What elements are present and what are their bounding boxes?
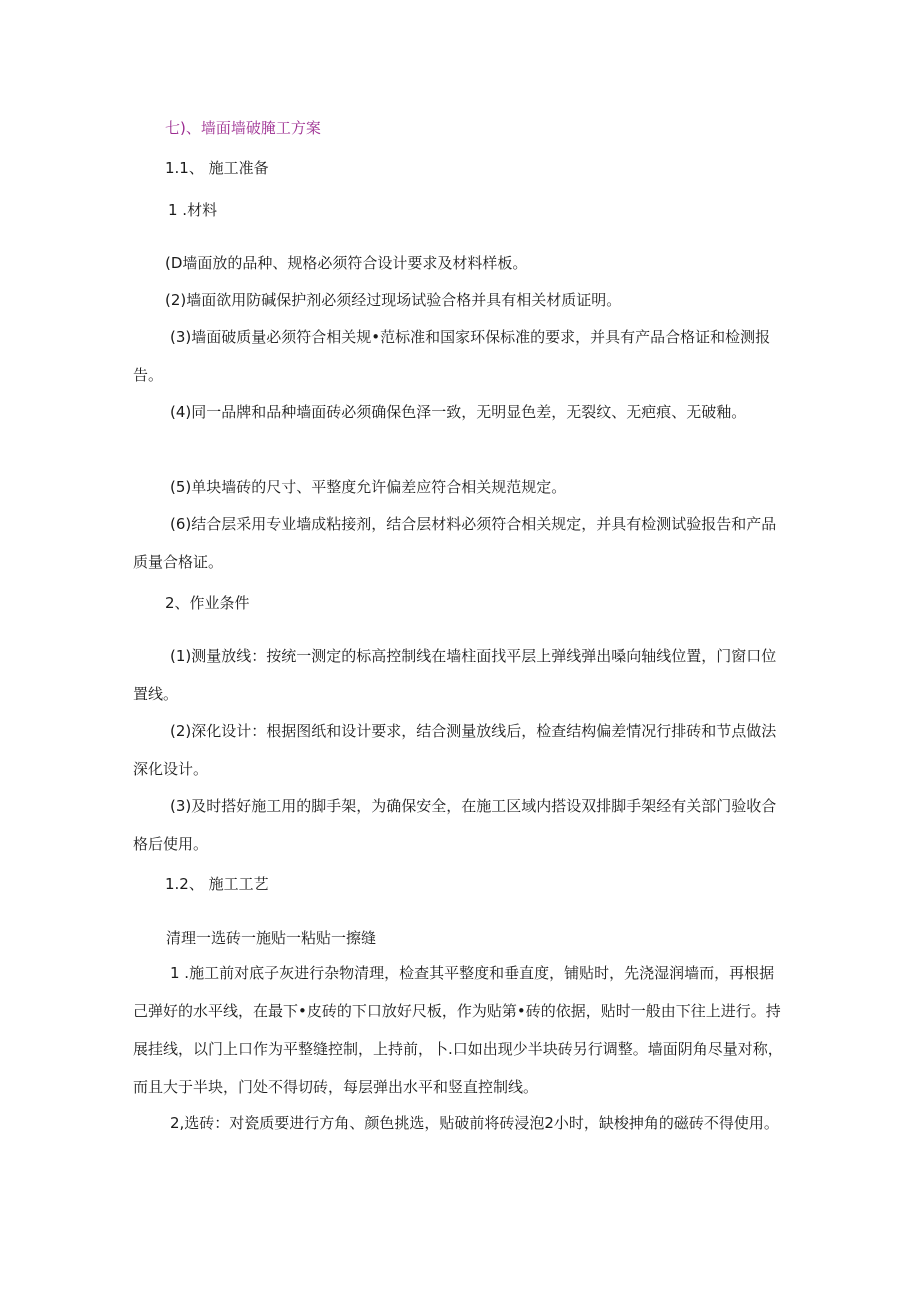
process-flow: 清理一选砖一施贴一粘贴一擦缝 — [166, 929, 377, 947]
material-item-5: (5)单块墙砖的尺寸、平整度允许偏差应符合相关规范规定。 — [170, 478, 567, 496]
heading-1-2: 1.2、 施工工艺 — [165, 875, 269, 893]
process-step-1: 1 .施工前对底子灰进行杂物清理，检查其平整度和垂直度，铺贴时，先浇湿润墙而，再根据己弹好的水平线，在最下•皮砖的下口放好尺板，作为贴第•砖的依据，贴时一般由下往上进行。持展挂线，以门上口作为平整缝控制，上持前，卜.口如出现少半块砖另行调整。墙面阴角尽量对称，而且大于半块，门处不得切砖，每层弹出水平和竖直控制线。 — [133, 964, 783, 1096]
material-item-3: (3)墙面破质量必须符合相关规•范标准和国家环保标准的要求，并具有产品合格证和检测报告。 — [133, 328, 771, 384]
material-item-1: (D墙面放的品种、规格必须符合设计要求及材料样板。 — [165, 254, 528, 272]
heading-conditions: 2、作业条件 — [165, 594, 250, 612]
condition-item-1: (1)测量放线：按统一测定的标高控制线在墙柱面找平层上弹线弹出嗓向轴线位置，门窗口位置线。 — [133, 647, 777, 703]
heading-materials: 1 .材料 — [168, 201, 218, 219]
material-item-6: (6)结合层采用专业墙成粘接剂，结合层材料必须符合相关规定，并具有检测试验报告和产品质量合格证。 — [133, 515, 777, 571]
material-item-2: (2)墙面欲用防碱保护剂必须经过现场试验合格并具有相关材质证明。 — [165, 291, 622, 309]
condition-item-2: (2)深化设计：根据图纸和设计要求，结合测量放线后，检查结构偏差情况行排砖和节点做法深化设计。 — [133, 722, 777, 778]
material-item-4: (4)同一品牌和品种墙面砖必须确保色泽一致，无明显色差，无裂纹、无疤痕、无破釉。 — [170, 403, 747, 421]
heading-1-1: 1.1、 施工准备 — [165, 159, 269, 177]
condition-item-3: (3)及时搭好施工用的脚手架，为确保安全，在施工区域内搭设双排脚手架经有关部门验收合格后使用。 — [133, 797, 777, 853]
section-title: 七)、墙面墙破腌工方案 — [165, 119, 321, 137]
process-step-2: 2,选砖：对瓷质要进行方角、颜色挑选，贴破前将砖浸泡2小时，缺梭抻角的磁砖不得使用。 — [170, 1114, 779, 1132]
